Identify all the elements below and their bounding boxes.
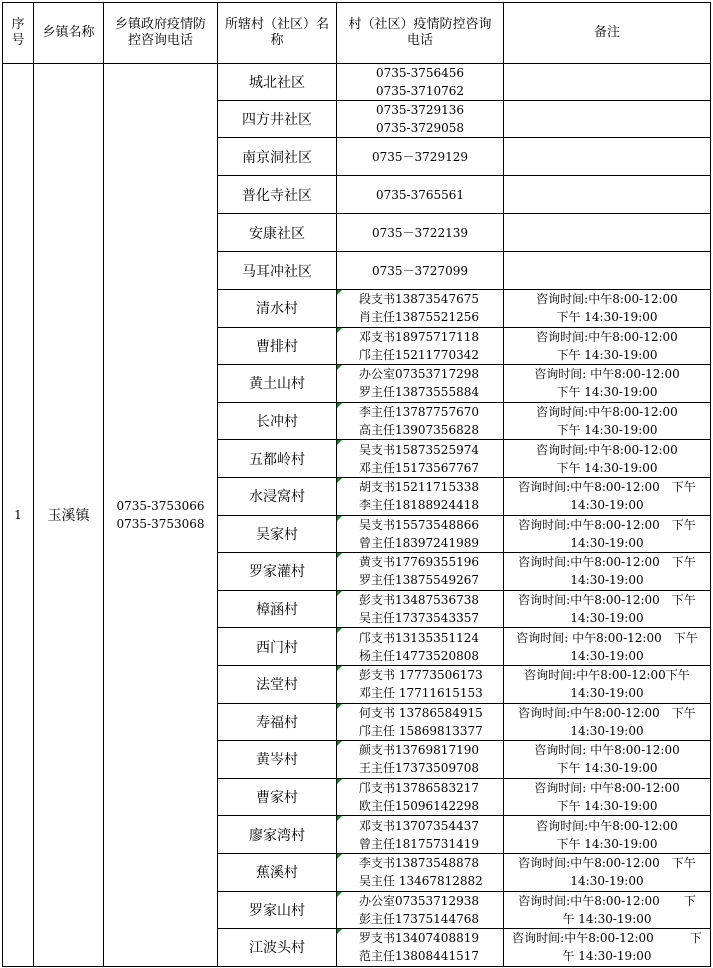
village-name-cell: 西门村	[218, 628, 337, 666]
community-phone-cell	[337, 64, 504, 101]
village-note-line: 下午 14:30-19:00	[556, 423, 658, 438]
header-village-phone: 村（社区）疫情防控咨询电话	[337, 3, 504, 64]
village-name-cell: 寿福村	[218, 703, 337, 741]
village-note-line: 14:30-19:00	[570, 874, 644, 889]
village-name-cell: 法堂村	[218, 665, 337, 703]
village-name-cell: 蕉溪村	[218, 853, 337, 891]
gov-phone-line: 0735-3753068	[116, 516, 205, 531]
village-name-cell: 黄岑村	[218, 741, 337, 779]
village-note-line: 咨询时间: 中午8:00-12:00	[534, 781, 680, 796]
village-contact-line: 邓支书18975717118	[359, 329, 479, 344]
village-contact-cell	[337, 590, 504, 628]
village-note-line: 咨询时间:中午8:00-12:00 下	[518, 893, 696, 908]
community-name-cell: 普化寺社区	[218, 176, 337, 214]
village-note-line: 咨询时间: 中午8:00-12:00	[534, 367, 680, 382]
village-note-line: 14:30-19:00	[570, 611, 644, 626]
community-phone-line: 0735－3727099	[372, 263, 468, 278]
village-note-line: 14:30-19:00	[570, 535, 644, 550]
village-contact-line: 高主任13907356828	[359, 423, 479, 438]
village-contact-line: 邓主任 17711615153	[359, 686, 483, 701]
village-note-cell	[504, 365, 711, 403]
village-contact-line: 邝主任15211770342	[359, 347, 479, 362]
village-note-line: 咨询时间: 中午8:00-12:00 下午	[516, 630, 698, 645]
village-note-line: 下午 14:30-19:00	[556, 836, 658, 851]
village-note-cell	[504, 590, 711, 628]
village-contact-line: 吴支书15573548866	[359, 517, 479, 532]
village-contact-cell	[337, 440, 504, 478]
village-name-cell: 曹家村	[218, 778, 337, 816]
header-village: 所辖村（社区）名称	[218, 3, 337, 64]
community-phone-cell	[337, 176, 504, 214]
note-cell-empty	[504, 176, 711, 214]
village-contact-line: 段支书13873547675	[359, 292, 479, 307]
village-name-cell: 长冲村	[218, 402, 337, 440]
village-contact-line: 肖主任13875521256	[359, 310, 479, 325]
village-contact-line: 彭支书 17773506173	[359, 668, 483, 683]
village-note-cell	[504, 477, 711, 515]
note-cell-empty	[504, 214, 711, 252]
village-contact-line: 邓支书13707354437	[359, 818, 479, 833]
village-note-line: 咨询时间:中午8:00-12:00	[536, 405, 678, 420]
village-note-line: 咨询时间:中午8:00-12:00下午	[524, 668, 690, 683]
community-phone-line: 0735-3729058	[375, 121, 465, 135]
village-contact-cell	[337, 816, 504, 854]
community-phone-cell	[337, 138, 504, 176]
village-note-line: 咨询时间:中午8:00-12:00 下午	[518, 480, 696, 495]
village-note-line: 咨询时间:中午8:00-12:00 下午	[518, 517, 696, 532]
community-name-cell: 四方井社区	[218, 101, 337, 138]
community-phone-cell	[337, 214, 504, 252]
community-name-cell: 安康社区	[218, 214, 337, 252]
village-note-line: 咨询时间:中午8:00-12:00	[536, 818, 678, 833]
village-contact-line: 彭主任17375144768	[359, 911, 479, 926]
table-body	[3, 64, 711, 967]
village-contact-line: 办公室07353712938	[359, 893, 479, 908]
seq-cell: 1	[3, 64, 34, 967]
village-note-line: 下午 14:30-19:00	[556, 385, 658, 400]
village-name-cell: 廖家湾村	[218, 816, 337, 854]
contact-table	[2, 2, 711, 967]
village-note-line: 下午 14:30-19:00	[556, 799, 658, 814]
village-contact-cell	[337, 290, 504, 328]
gov-phone-line: 0735-3753066	[116, 498, 205, 513]
village-name-cell: 水浸窝村	[218, 477, 337, 515]
header-row	[3, 3, 711, 64]
note-cell-empty	[504, 138, 711, 176]
village-contact-line: 邝支书13786583217	[359, 781, 479, 796]
village-note-line: 14:30-19:00	[570, 648, 644, 663]
village-note-line: 咨询时间: 中午8:00-12:00	[534, 743, 680, 758]
village-note-cell	[504, 515, 711, 553]
village-contact-cell	[337, 853, 504, 891]
village-note-line: 下午 14:30-19:00	[556, 761, 658, 776]
header-seq: 序号	[3, 3, 34, 64]
village-note-cell	[504, 665, 711, 703]
village-note-line: 下午 14:30-19:00	[556, 460, 658, 475]
community-phone-line: 0735-3729136	[375, 103, 465, 117]
village-contact-cell	[337, 778, 504, 816]
village-note-line: 咨询时间:中午8:00-12:00 下	[512, 931, 702, 946]
village-note-line: 咨询时间:中午8:00-12:00 下午	[518, 856, 696, 871]
community-phone-line: 0735-3710762	[375, 84, 465, 98]
village-note-cell	[504, 440, 711, 478]
village-contact-cell	[337, 665, 504, 703]
header-note: 备注	[504, 3, 711, 64]
village-contact-line: 杨主任14773520808	[359, 648, 479, 663]
village-note-cell	[504, 553, 711, 591]
village-contact-line: 范主任13808441517	[359, 949, 479, 964]
village-name-cell: 清水村	[218, 290, 337, 328]
community-phone-line: 0735-3765561	[375, 187, 465, 202]
village-note-cell	[504, 628, 711, 666]
village-note-line: 午 14:30-19:00	[562, 911, 652, 926]
village-note-line: 咨询时间:中午8:00-12:00	[536, 292, 678, 307]
village-contact-cell	[337, 515, 504, 553]
village-contact-line: 黄支书17769355196	[359, 555, 479, 570]
community-name-cell: 马耳冲社区	[218, 252, 337, 290]
village-contact-line: 吴主任17373543357	[359, 611, 479, 626]
note-cell-empty	[504, 252, 711, 290]
village-contact-cell	[337, 477, 504, 515]
village-contact-line: 罗主任13873555884	[359, 385, 479, 400]
village-note-line: 咨询时间:中午8:00-12:00	[536, 442, 678, 457]
village-contact-line: 曾主任18175731419	[359, 836, 479, 851]
village-contact-line: 邝主任 15869813377	[359, 723, 483, 738]
village-contact-line: 办公室07353717298	[359, 367, 479, 382]
community-phone-line: 0735－3729129	[372, 149, 468, 164]
village-note-line: 咨询时间:中午8:00-12:00 下午	[518, 555, 696, 570]
village-contact-line: 李主任13787757670	[359, 405, 479, 420]
village-note-cell	[504, 778, 711, 816]
village-note-cell	[504, 290, 711, 328]
community-phone-line: 0735－3722139	[372, 225, 468, 240]
village-contact-line: 罗支书13407408819	[359, 931, 479, 946]
village-note-line: 咨询时间:中午8:00-12:00 下午	[518, 705, 696, 720]
village-contact-line: 邓主任15173567767	[359, 460, 479, 475]
village-name-cell: 罗家山村	[218, 891, 337, 929]
village-name-cell: 曹排村	[218, 327, 337, 365]
village-note-line: 14:30-19:00	[570, 498, 644, 513]
village-name-cell: 黄土山村	[218, 365, 337, 403]
village-contact-cell	[337, 628, 504, 666]
community-name-cell: 城北社区	[218, 64, 337, 101]
village-note-cell	[504, 853, 711, 891]
village-name-cell: 樟涵村	[218, 590, 337, 628]
town-name-cell: 玉溪镇	[34, 64, 104, 967]
village-contact-line: 曾主任18397241989	[359, 535, 479, 550]
village-note-line: 午 14:30-19:00	[562, 949, 652, 964]
village-contact-line: 何支书 13786584915	[359, 705, 483, 720]
community-phone-cell	[337, 101, 504, 138]
village-name-cell: 罗家灌村	[218, 553, 337, 591]
village-contact-line: 颜支书13769817190	[359, 743, 479, 758]
village-contact-line: 欧主任15096142298	[359, 799, 479, 814]
village-contact-cell	[337, 703, 504, 741]
village-name-cell: 江波头村	[218, 929, 337, 967]
village-contact-line: 吴主任 13467812882	[359, 874, 483, 889]
contact-table-sheet	[2, 2, 710, 966]
village-note-cell	[504, 741, 711, 779]
gov-phone-cell	[104, 64, 218, 967]
village-note-line: 咨询时间:中午8:00-12:00	[536, 329, 678, 344]
header-gov-phone: 乡镇政府疫情防控咨询电话	[104, 3, 218, 64]
village-contact-line: 王主任17373509708	[359, 761, 479, 776]
community-phone-line: 0735-3756456	[375, 66, 465, 80]
village-note-cell	[504, 327, 711, 365]
header-town: 乡镇名称	[34, 3, 104, 64]
note-cell-empty	[504, 101, 711, 138]
village-note-cell	[504, 703, 711, 741]
community-name-cell: 南京洞社区	[218, 138, 337, 176]
village-note-cell	[504, 402, 711, 440]
village-note-cell	[504, 891, 711, 929]
village-contact-cell	[337, 402, 504, 440]
village-contact-cell	[337, 741, 504, 779]
village-contact-cell	[337, 553, 504, 591]
village-note-line: 下午 14:30-19:00	[556, 310, 658, 325]
community-phone-cell	[337, 252, 504, 290]
note-cell-empty	[504, 64, 711, 101]
village-contact-line: 胡支书15211715338	[359, 480, 479, 495]
village-note-line: 咨询时间:中午8:00-12:00 下午	[518, 593, 696, 608]
village-contact-line: 李支书13873548878	[359, 856, 479, 871]
village-contact-cell	[337, 327, 504, 365]
village-note-cell	[504, 816, 711, 854]
table-row	[3, 64, 711, 101]
village-contact-cell	[337, 891, 504, 929]
village-name-cell: 吴家村	[218, 515, 337, 553]
village-note-line: 下午 14:30-19:00	[556, 347, 658, 362]
village-note-cell	[504, 929, 711, 967]
village-name-cell: 五都岭村	[218, 440, 337, 478]
village-note-line: 14:30-19:00	[570, 686, 644, 701]
village-note-line: 14:30-19:00	[570, 723, 644, 738]
village-contact-cell	[337, 929, 504, 967]
village-contact-line: 吴支书15873525974	[359, 442, 479, 457]
village-contact-line: 邝支书13135351124	[359, 630, 479, 645]
village-contact-line: 罗主任13875549267	[359, 573, 479, 588]
village-contact-line: 彭支书13487536738	[359, 593, 479, 608]
village-note-line: 14:30-19:00	[570, 573, 644, 588]
village-contact-line: 李主任18188924418	[359, 498, 479, 513]
village-contact-cell	[337, 365, 504, 403]
